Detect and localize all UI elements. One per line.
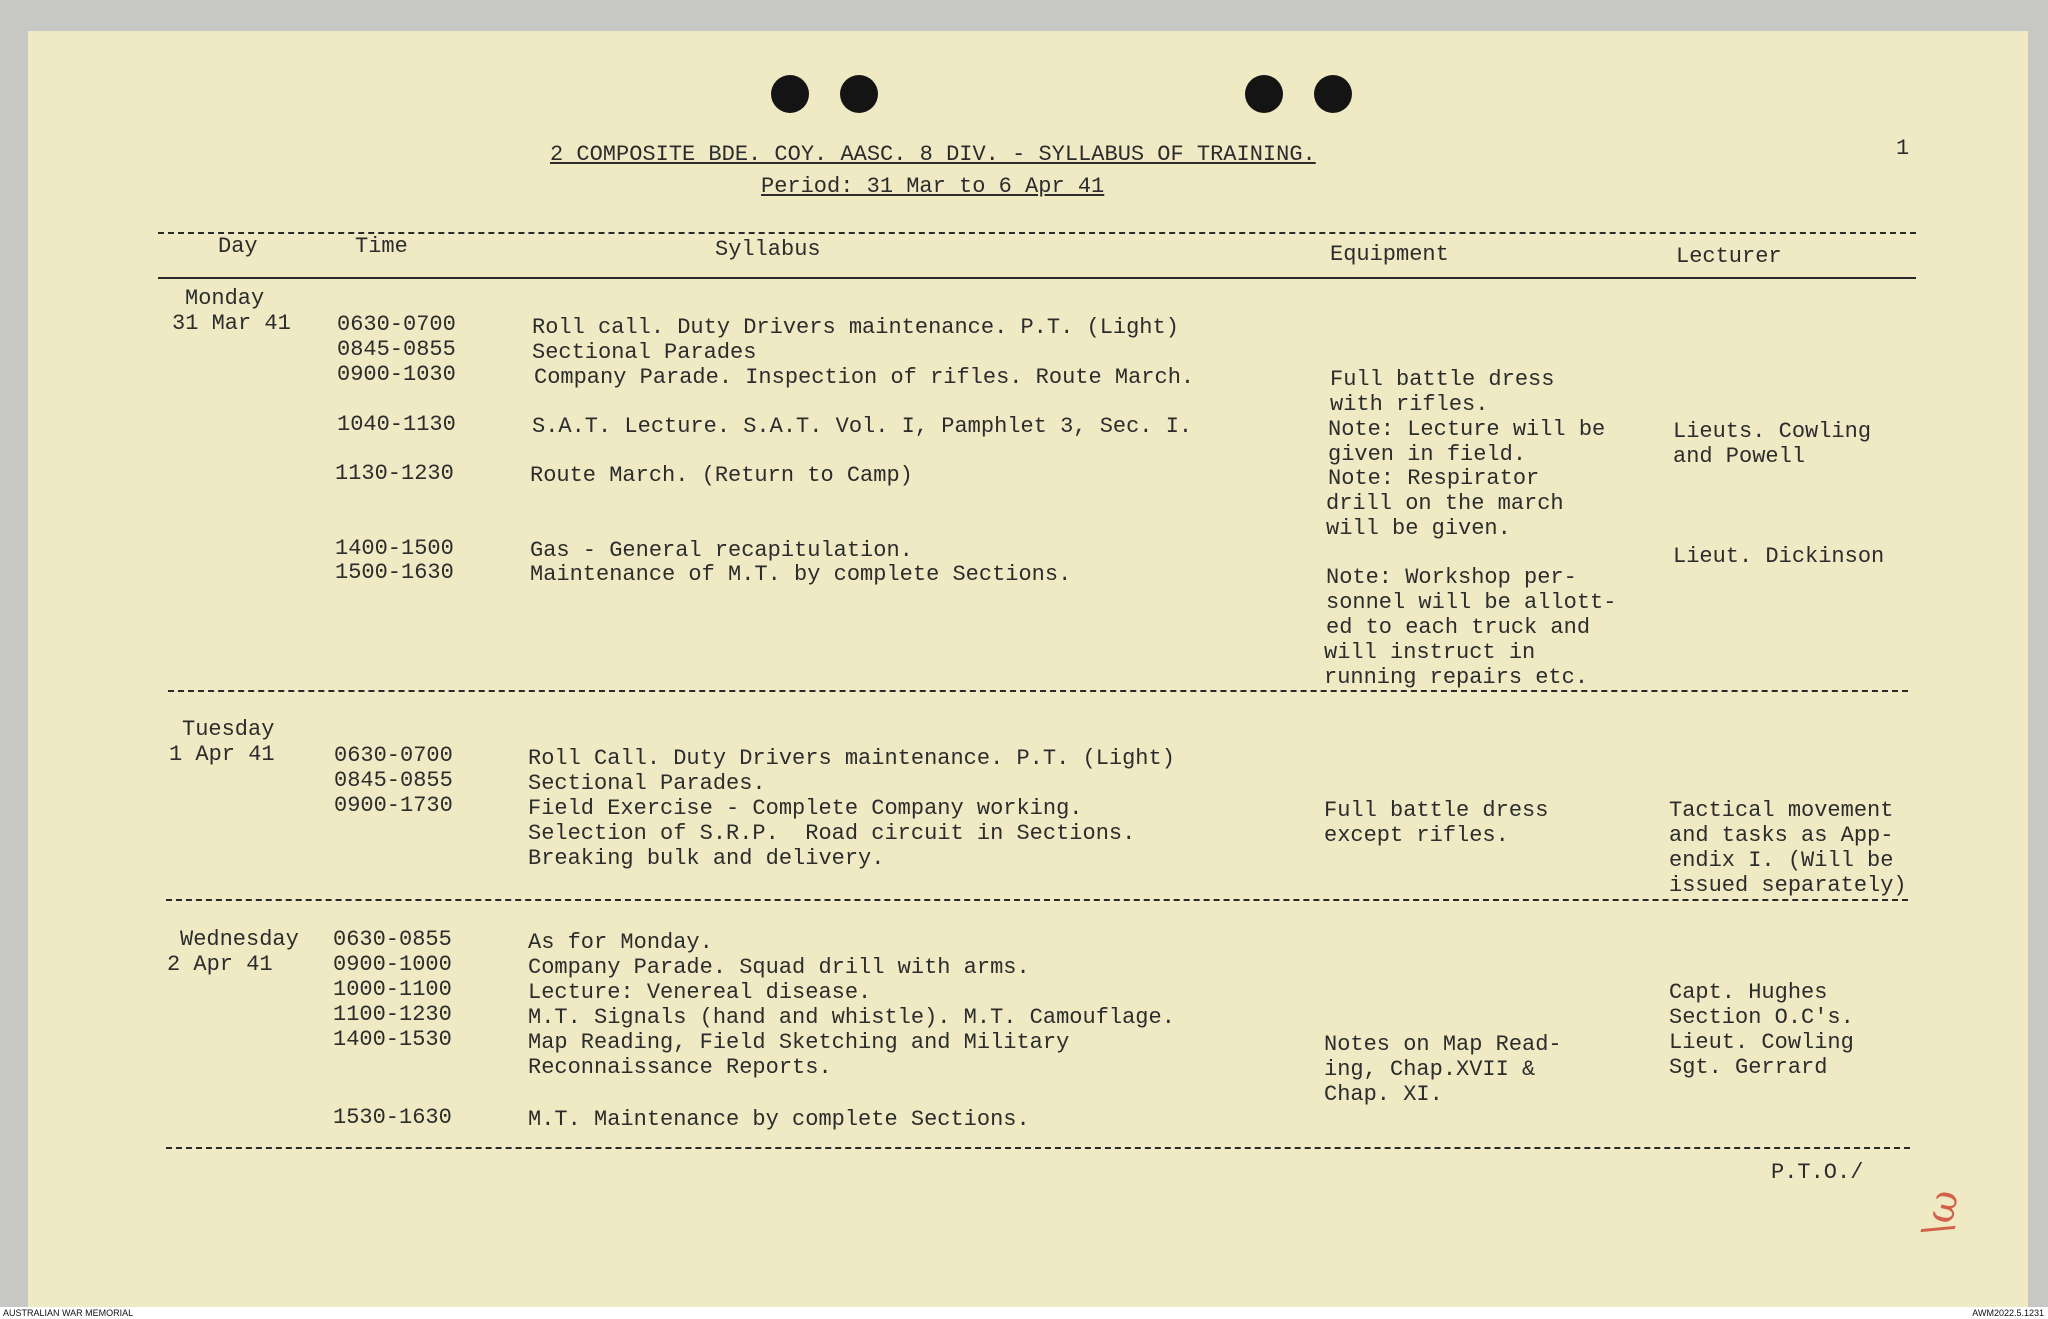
day-label: Tuesday xyxy=(182,717,275,742)
lecturer-line: Capt. Hughes xyxy=(1669,980,1828,1005)
time-slot: 0630-0855 xyxy=(333,927,452,952)
time-slot: 0845-0855 xyxy=(334,768,453,793)
syllabus-item: Route March. (Return to Camp) xyxy=(530,463,913,488)
equipment-line: with rifles. xyxy=(1330,392,1489,417)
equipment-line: Note: Lecture will be xyxy=(1328,417,1606,442)
time-slot: 1500-1630 xyxy=(335,560,454,585)
equipment-line: ing, Chap.XVII & xyxy=(1324,1057,1536,1082)
lecturer-line: Lieut. Dickinson xyxy=(1673,544,1885,569)
syllabus-item: Roll call. Duty Drivers maintenance. P.T. (Light) xyxy=(532,315,1179,340)
equipment-line: will be given. xyxy=(1326,516,1511,541)
equipment-line: Full battle dress xyxy=(1324,798,1549,823)
time-slot: 1100-1230 xyxy=(333,1002,452,1027)
lecturer-line: and Powell xyxy=(1673,444,1806,469)
time-slot: 1400-1500 xyxy=(335,536,454,561)
punch-hole xyxy=(1314,75,1352,113)
time-slot: 1530-1630 xyxy=(333,1105,452,1130)
header-rule-bottom xyxy=(158,277,1916,279)
equipment-line: given in field. xyxy=(1328,442,1527,467)
time-slot: 0845-0855 xyxy=(337,337,456,362)
punch-hole xyxy=(771,75,809,113)
page-number: 1 xyxy=(1896,136,1910,161)
lecturer-line: Lieut. Cowling xyxy=(1669,1030,1854,1055)
equipment-line: Notes on Map Read- xyxy=(1324,1032,1562,1057)
day-date: 31 Mar 41 xyxy=(172,311,291,336)
equipment-line: Note: Respirator xyxy=(1328,466,1540,491)
col-header-day: Day xyxy=(218,234,258,259)
handwritten-margin-mark: \ω xyxy=(1913,1185,1969,1241)
equipment-line: will instruct in xyxy=(1324,640,1536,665)
equipment-line: except rifles. xyxy=(1324,823,1509,848)
lecturer-line: issued separately) xyxy=(1669,873,1907,898)
equipment-line: drill on the march xyxy=(1326,491,1564,516)
syllabus-item: M.T. Maintenance by complete Sections. xyxy=(528,1107,1030,1132)
pto-note: P.T.O./ xyxy=(1771,1160,1864,1185)
lecturer-line: and tasks as App- xyxy=(1669,823,1894,848)
archive-footer xyxy=(0,1307,2048,1319)
lecturer-line: Section O.C's. xyxy=(1669,1005,1854,1030)
syllabus-item: Gas - General recapitulation. xyxy=(530,538,913,563)
lecturer-line: Lieuts. Cowling xyxy=(1673,419,1872,444)
col-header-equipment: Equipment xyxy=(1330,242,1449,267)
section-rule xyxy=(166,899,1908,901)
syllabus-item: Roll Call. Duty Drivers maintenance. P.T. (Light) xyxy=(528,746,1175,771)
lecturer-line: endix I. (Will be xyxy=(1669,848,1894,873)
syllabus-item: As for Monday. xyxy=(528,930,713,955)
col-header-time: Time xyxy=(355,234,408,259)
time-slot: 1400-1530 xyxy=(333,1027,452,1052)
day-label: Wednesday xyxy=(180,927,299,952)
punch-hole xyxy=(1245,75,1283,113)
syllabus-item: Breaking bulk and delivery. xyxy=(528,846,885,871)
equipment-line: ed to each truck and xyxy=(1326,615,1591,640)
time-slot: 0630-0700 xyxy=(334,743,453,768)
syllabus-item: Sectional Parades. xyxy=(528,771,766,796)
syllabus-item: Map Reading, Field Sketching and Military xyxy=(528,1030,1070,1055)
footer-institution: AUSTRALIAN WAR MEMORIAL xyxy=(3,1308,134,1318)
footer-accession-number: AWM2022.5.1231 xyxy=(1972,1308,2044,1318)
time-slot: 1130-1230 xyxy=(335,461,454,486)
syllabus-item: Selection of S.R.P. Road circuit in Sections. xyxy=(528,821,1136,846)
syllabus-item: Maintenance of M.T. by complete Sections. xyxy=(530,562,1072,587)
period-line: Period: 31 Mar to 6 Apr 41 xyxy=(761,174,1105,199)
section-rule xyxy=(166,1147,1910,1149)
equipment-line: Note: Workshop per- xyxy=(1326,565,1577,590)
syllabus-item: S.A.T. Lecture. S.A.T. Vol. I, Pamphlet 3, Sec. I. xyxy=(532,414,1193,439)
lecturer-line: Tactical movement xyxy=(1669,798,1894,823)
punch-hole xyxy=(840,75,878,113)
day-date: 2 Apr 41 xyxy=(167,952,273,977)
equipment-line: Full battle dress xyxy=(1330,367,1555,392)
day-date: 1 Apr 41 xyxy=(169,742,275,767)
syllabus-item: M.T. Signals (hand and whistle). M.T. Camouflage. xyxy=(528,1005,1175,1030)
time-slot: 0900-1000 xyxy=(333,952,452,977)
time-slot: 1000-1100 xyxy=(333,977,452,1002)
col-header-syllabus: Syllabus xyxy=(715,237,821,262)
syllabus-item: Company Parade. Squad drill with arms. xyxy=(528,955,1030,980)
day-label: Monday xyxy=(185,286,265,311)
equipment-line: running repairs etc. xyxy=(1324,665,1589,690)
time-slot: 1040-1130 xyxy=(337,412,456,437)
document-title: 2 COMPOSITE BDE. COY. AASC. 8 DIV. - SYLLABUS OF TRAINING. xyxy=(550,142,1316,167)
syllabus-item: Field Exercise - Complete Company working. xyxy=(528,796,1083,821)
equipment-line: sonnel will be allott- xyxy=(1326,590,1617,615)
time-slot: 0900-1030 xyxy=(337,362,456,387)
syllabus-item: Sectional Parades xyxy=(532,340,757,365)
section-rule xyxy=(168,690,1908,692)
lecturer-line: Sgt. Gerrard xyxy=(1669,1055,1828,1080)
header-rule-top xyxy=(158,232,1916,234)
syllabus-item: Lecture: Venereal disease. xyxy=(528,980,872,1005)
time-slot: 0900-1730 xyxy=(334,793,453,818)
col-header-lecturer: Lecturer xyxy=(1676,244,1782,269)
equipment-line: Chap. XI. xyxy=(1324,1082,1443,1107)
syllabus-item: Reconnaissance Reports. xyxy=(528,1055,832,1080)
time-slot: 0630-0700 xyxy=(337,312,456,337)
syllabus-item: Company Parade. Inspection of rifles. Route March. xyxy=(534,365,1195,390)
